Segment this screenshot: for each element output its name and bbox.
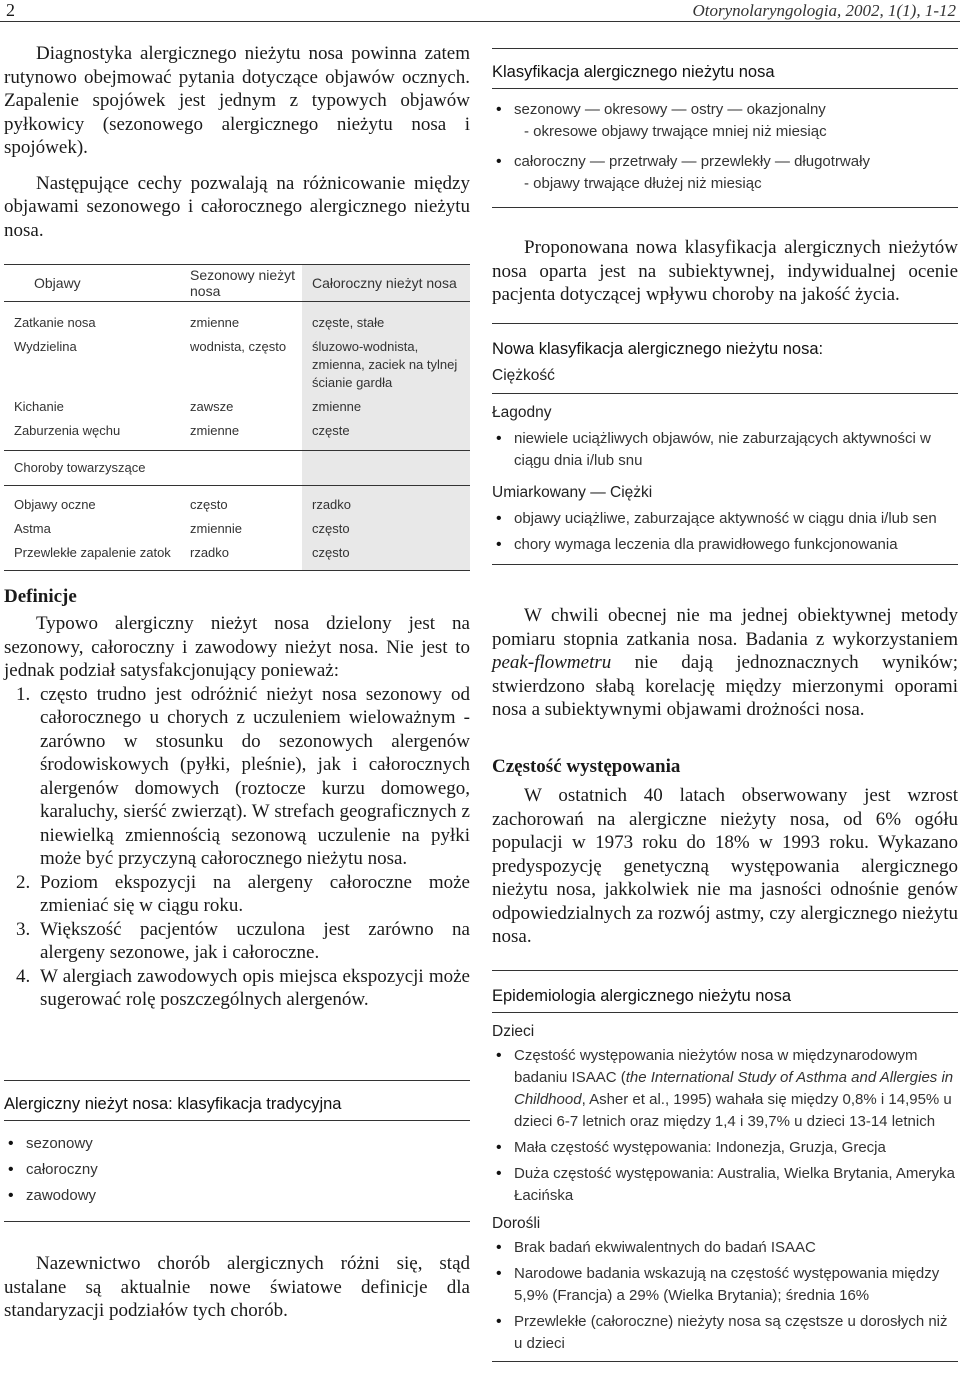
journal-citation: Otorynolaryngologia, 2002, 1(1), 1-12 [692,1,956,20]
table-header-seasonal: Sezonowy nieżyt nosa [180,265,302,302]
box-title: Nowa klasyfikacja alergicznego nieżytu nosa: [492,340,824,358]
list-item: • całoroczny — przetrwały — przewlekły — długotrwały - objawy trwające dłużej niż miesiąc [492,151,958,195]
table-cell: Zatkanie nosa [14,315,96,330]
frequency-section [492,756,958,949]
definitions-list [4,683,470,1012]
intro-paragraph-1: Diagnostyka alergicznego nieżytu nosa powinna zatem rutynowo obejmować pytania dotyczące objawów ocznych. Zapalenie spojówek jest jednym z typowych objawów pyłkowicy (sezonowego alergicznego nieżytu nosa i spojówek). [4,43,470,158]
table-cell: często [180,486,302,518]
table-cell: Objawy oczne [4,486,180,518]
table-cell: zmienne [190,315,240,330]
list-item: • objawy uciążliwe, zaburzające aktywność w ciągu dnia i/lub sen [492,508,958,530]
table-row [4,335,470,395]
moderate-label: Umiarkowany — Ciężki [492,484,653,501]
list-item: 1. często trudno jest odróżnić nieżyt nosa sezonowy od całorocznego u chorych z uczuleniem wieloważnym - zarówno w stosunku do sezonowych alergenów środowiskowych (pyłki, pleśnie), jak i całorocznych alergenów domowych (roztocze kurzu domowego, karaluchy, sierść zwierząt). W strefach geograficznych z niewielką zmiennością sezonową uczulenie na pyłki może być przyczyną całorocznego nieżytu nosa. [16,683,470,869]
table-header-symptoms: Objawy [4,265,180,302]
table-cell: Kichanie [14,399,64,414]
box-subtitle: Ciężkość [492,367,958,394]
epidemiology-box [492,970,958,1362]
table-row [4,517,470,541]
table-cell: Wydzielina [14,339,77,354]
table-cell: często [302,517,470,541]
table-header-perennial: Całoroczny nieżyt nosa [302,265,470,302]
table-cell: śluzowo-wodnista, zmienna, zaciek na tylnej ścianie gardła [302,335,470,395]
classification-box [492,48,958,208]
table-cell: zawsze [190,399,234,414]
list-item: • Duża częstość występowania: Australia, Wielka Brytania, Ameryka Łacińska [492,1163,958,1207]
definitions-intro: Typowo alergiczny nieżyt nosa dzielony jest na sezonowy, całoroczny i zawodowy nieżyt nosa. Nie jest to jednak podział satysfakcjonujący ponieważ: [4,613,470,681]
table-cell: częste [302,419,470,451]
box-title: Klasyfikacja alergicznego nieżytu nosa [492,63,958,89]
adults-label: Dorośli [492,1215,541,1232]
table-row [4,419,470,451]
list-item: • sezonowy — okresowy — ostry — okazjonalny - okresowe objawy trwające mniej niż miesiąc [492,99,958,143]
list-item: • chory wymaga leczenia dla prawidłowego funkcjonowania [492,534,958,556]
closing-paragraph: Nazewnictwo chorób alergicznych różni się, stąd ustalane są aktualnie nowe światowe definicje dla standaryzacji podziałów tych chorób. [4,1253,470,1321]
definitions-heading: Definicje [4,586,77,607]
adults-list [492,1237,958,1355]
list-item: 4. W alergiach zawodowych opis miejsca ekspozycji może sugerować rolę poszczególnych alergenów. [16,965,470,1010]
table-cell: Przewlekłe zapalenie zatok [14,545,171,560]
table-row [4,541,470,571]
list-item: • całoroczny [4,1157,470,1183]
children-list [492,1045,958,1207]
table-cell: częste, stałe [302,302,470,336]
table-cell: Astma [14,521,51,536]
box-title: Alergiczny nieżyt nosa: klasyfikacja tradycyjna [4,1095,470,1121]
traditional-classification-box [4,1080,470,1222]
new-classification-box [492,323,958,565]
table-cell: wodnista, często [190,339,287,354]
list-item: • Częstość występowania nieżytów nosa w międzynarodowym badaniu ISAAC (the International Study of Asthma and Allergies in Childhood, Asher et al., 1995) wahała się między 0,8% i 14,95% u dzieci 6-7 letnich oraz między 1,4 i 39,7% u dzieci 13-14 letnich [492,1045,958,1133]
traditional-classification-list [4,1131,470,1209]
table-cell: zmienne [302,395,470,419]
table-section-label: Choroby towarzyszące [4,451,302,486]
list-item: 3. Większość pacjentów uczulona jest zarówno na alergeny sezonowe, jak i całoroczne. [16,918,470,963]
table-row [4,395,470,419]
list-item: • sezonowy [4,1131,470,1157]
table-cell: często [302,541,470,571]
table-row [4,486,470,518]
frequency-heading: Częstość występowania [492,756,681,777]
list-item: • Brak badań ekwiwalentnych do badań ISAAC [492,1237,958,1259]
table-row [4,302,470,336]
list-item: • zawodowy [4,1183,470,1209]
table-cell: zmiennie [190,521,243,536]
list-item: • niewiele uciążliwych objawów, nie zaburzających aktywności w ciągu dnia i/lub snu [492,428,958,472]
intro-paragraph-2: Następujące cechy pozwalają na różnicowanie między objawami sezonowego i całorocznego alergicznego nieżytu nosa. [4,172,470,241]
list-item: • Narodowe badania wskazują na częstość występowania między 5,9% (Francja) a 29% (Wielka Brytania); średnia 16% [492,1263,958,1307]
table-cell: rzadko [302,486,470,518]
mild-list [492,428,958,472]
classification-list [492,99,958,195]
list-item: • Przewlekłe (całoroczne) nieżyty nosa są częstsze u dorosłych niż u dzieci [492,1311,958,1355]
table-cell: Zaburzenia węchu [14,423,121,438]
moderate-list [492,508,958,556]
left-column [4,42,470,242]
page-header [0,0,960,22]
table-cell: rzadko [190,545,230,560]
definitions-section [4,586,470,1012]
table-cell: zmienne [190,423,240,438]
list-item: • Mała częstość występowania: Indonezja, Gruzja, Grecja [492,1137,958,1159]
symptoms-table [4,264,470,571]
page-number: 2 [6,0,15,20]
list-item: 2. Poziom ekspozycji na alergeny całoroczne może zmieniać się w ciągu roku. [16,871,470,916]
children-label: Dzieci [492,1023,535,1040]
box-title: Epidemiologia alergicznego nieżytu nosa [492,987,958,1013]
peak-flow-paragraph: W chwili obecnej nie ma jednej obiektywnej metody pomiaru stopnia zatkania nosa. Badania z wykorzystaniem peak-flowmetru nie dają jednoznacznych wyników; stwierdzono słabą korelację między mierzonymi oporami nosa a subiektywnymi objawami drożności nosa. [492,605,958,720]
frequency-paragraph: W ostatnich 40 latach obserwowany jest wzrost zachorowań na alergiczne nieżyty nosa, od 6% ogółu populacji w 1973 roku do 18% w 1993 roku. Wykazano predyspozycję genetyczną występowania alergicznego nieżytu nosa, jakkolwiek nie ma jasności odnośnie genów odpowiedzialnych za rozwój astmy, czy alergicznego nieżytu nosa. [492,785,958,947]
mild-label: Łagodny [492,404,552,421]
proposal-paragraph: Proponowana nowa klasyfikacja alergicznych nieżytów nosa oparta jest na subiektywnej, indywidualnej ocenie pacjenta dotyczącej wpływu choroby na jakość życia. [492,237,958,305]
table-section-row [4,451,470,486]
